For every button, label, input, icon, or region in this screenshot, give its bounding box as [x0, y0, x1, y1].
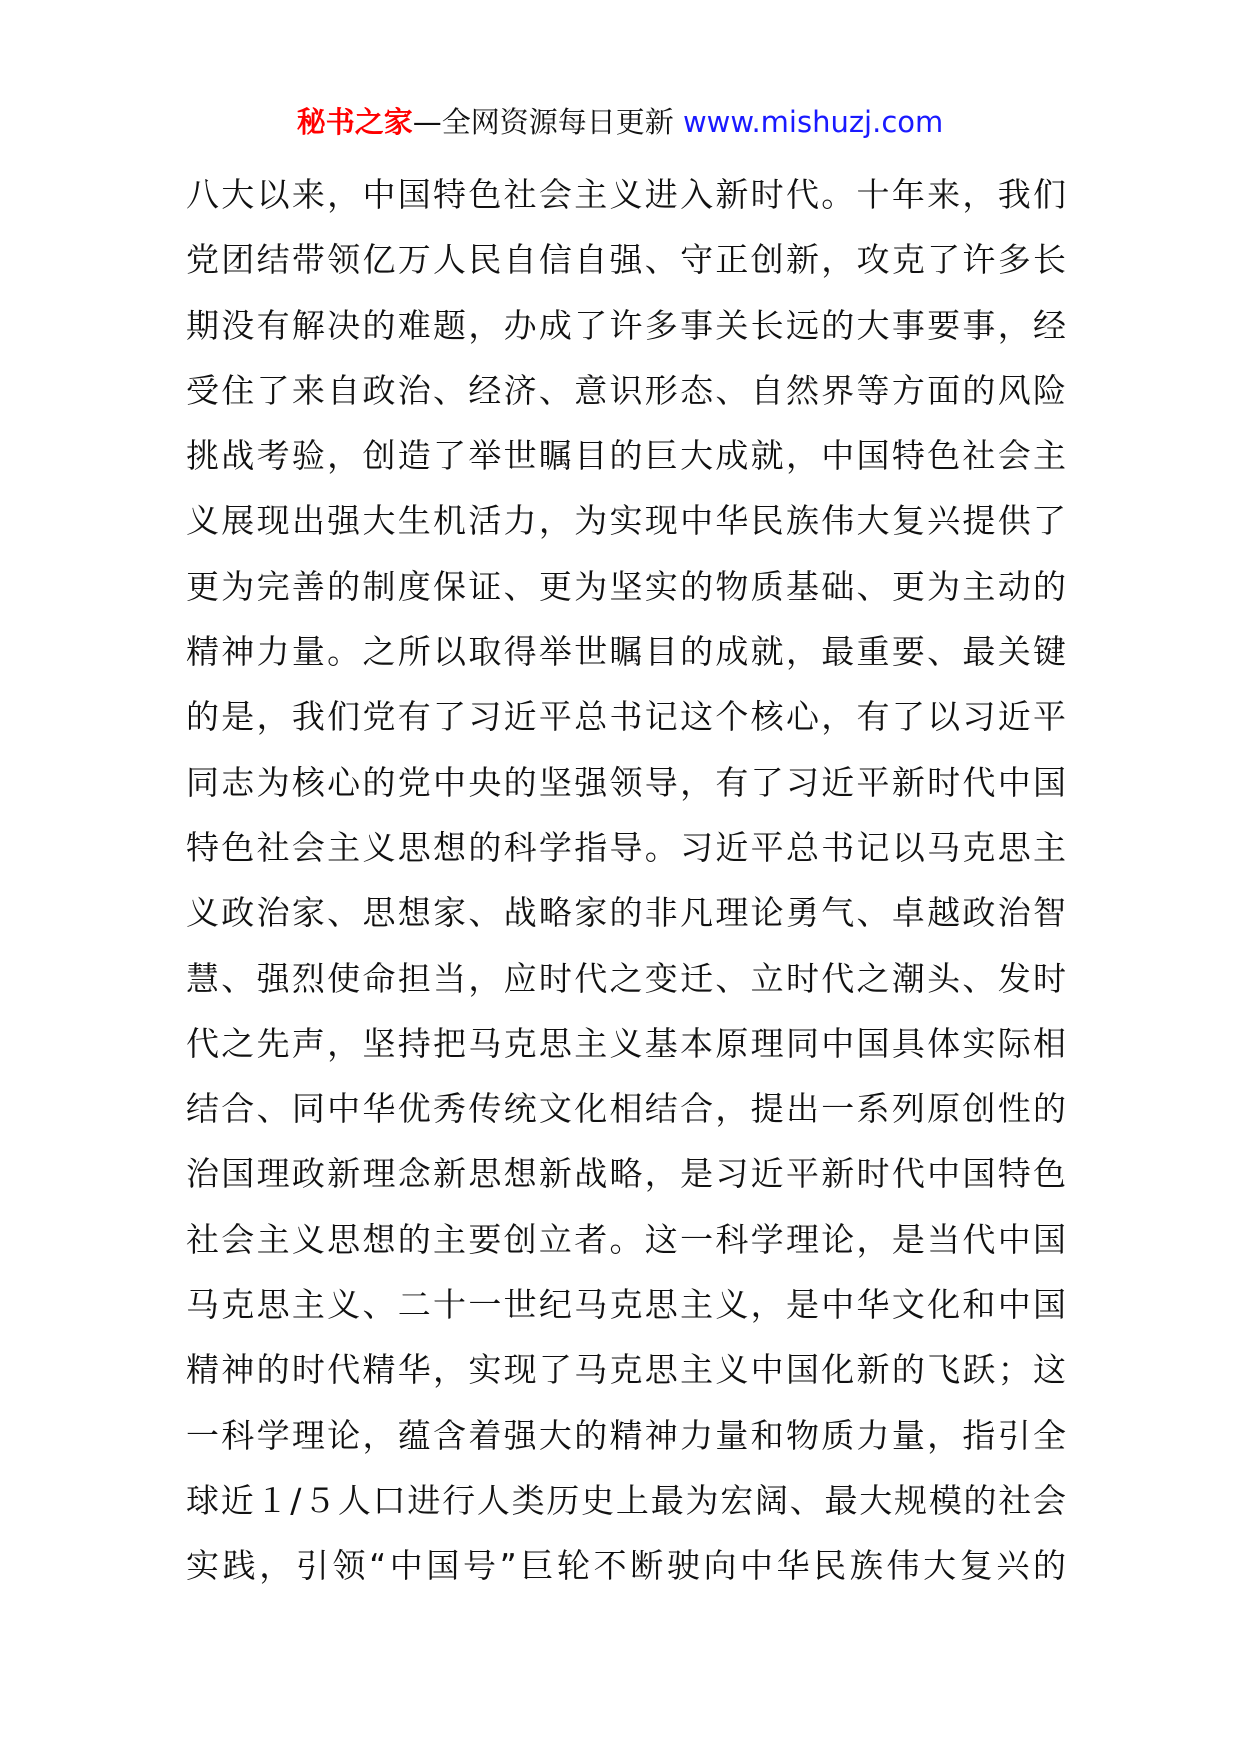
header-url-link[interactable]: www.mishuzj.com — [682, 105, 944, 139]
body-line: 党团结带领亿万人民自信自强、守正创新，攻克了许多长 — [186, 240, 1066, 280]
body-line: 八大以来，中国特色社会主义进入新时代。十年来，我们 — [186, 175, 1066, 214]
body-line: 代之先声，坚持把马克思主义基本原理同中国具体实际相 — [186, 1023, 1066, 1063]
body-line: 马克思主义、二十一世纪马克思主义，是中华文化和中国 — [186, 1285, 1066, 1325]
body-line: 受住了来自政治、经济、意识形态、自然界等方面的风险 — [186, 370, 1066, 410]
body-line: 义展现出强大生机活力，为实现中华民族伟大复兴提供了 — [186, 501, 1066, 541]
body-line: 同志为核心的党中央的坚强领导，有了习近平新时代中国 — [186, 762, 1066, 802]
body-line: 社会主义思想的主要创立者。这一科学理论，是当代中国 — [186, 1219, 1066, 1259]
body-line: 的是，我们党有了习近平总书记这个核心，有了以习近平 — [186, 697, 1066, 737]
body-line: 精神力量。之所以取得举世瞩目的成就，最重要、最关键 — [186, 632, 1066, 672]
document-body — [186, 162, 1066, 1599]
body-line: 实践，引领“中国号”巨轮不断驶向中华民族伟大复兴的 — [186, 1546, 1066, 1586]
body-line: 精神的时代精华，实现了马克思主义中国化新的飞跃；这 — [186, 1350, 1066, 1390]
body-line: 慧、强烈使命担当，应时代之变迁、立时代之潮头、发时 — [186, 958, 1066, 998]
body-line: 挑战考验，创造了举世瞩目的巨大成就，中国特色社会主 — [186, 436, 1066, 476]
body-line: 球近１/５人口进行人类历史上最为宏阔、最大规模的社会 — [186, 1480, 1066, 1520]
body-line: 更为完善的制度保证、更为坚实的物质基础、更为主动的 — [186, 566, 1066, 606]
header-slogan: —全网资源每日更新 — [412, 105, 683, 139]
body-line: 一科学理论，蕴含着强大的精神力量和物质力量，指引全 — [186, 1415, 1066, 1455]
body-line: 期没有解决的难题，办成了许多事关长远的大事要事，经 — [186, 305, 1066, 345]
body-line: 特色社会主义思想的科学指导。习近平总书记以马克思主 — [186, 827, 1066, 867]
body-line: 结合、同中华优秀传统文化相结合，提出一系列原创性的 — [186, 1089, 1066, 1129]
page-header — [0, 102, 1240, 142]
body-line: 义政治家、思想家、战略家的非凡理论勇气、卓越政治智 — [186, 893, 1066, 933]
body-line: 治国理政新理念新思想新战略，是习近平新时代中国特色 — [186, 1154, 1066, 1194]
brand-name: 秘书之家 — [296, 105, 413, 139]
